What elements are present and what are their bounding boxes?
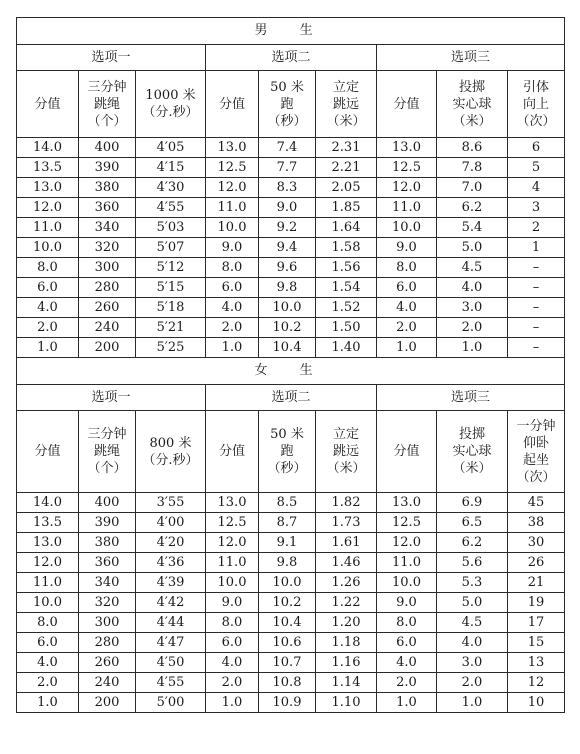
table-cell: 7.7 xyxy=(259,158,316,178)
table-cell: 2.0 xyxy=(17,673,79,693)
score-table xyxy=(16,17,565,713)
table-cell: 13.0 xyxy=(206,138,259,158)
table-cell: 7.0 xyxy=(437,178,508,198)
male-header-cell: 立定 跳远 （米） xyxy=(316,71,377,138)
table-cell: 5′00 xyxy=(136,693,206,713)
table-cell: 6.2 xyxy=(437,198,508,218)
table-cell: 5′12 xyxy=(136,258,206,278)
table-cell: 360 xyxy=(79,198,136,218)
table-cell: 4′30 xyxy=(136,178,206,198)
table-cell: 13.0 xyxy=(206,493,259,513)
table-cell: 13.0 xyxy=(17,533,79,553)
table-cell: 4.0 xyxy=(437,278,508,298)
male-group-row xyxy=(17,45,565,71)
table-cell: 8.0 xyxy=(17,258,79,278)
male-title-row xyxy=(17,18,565,45)
table-cell: – xyxy=(508,258,565,278)
table-cell: 1.14 xyxy=(316,673,377,693)
table-cell: 10.7 xyxy=(259,653,316,673)
table-cell: 200 xyxy=(79,338,136,358)
table-cell: – xyxy=(508,338,565,358)
table-cell: 2.0 xyxy=(437,673,508,693)
table-cell: 1.16 xyxy=(316,653,377,673)
table-cell: 9.0 xyxy=(377,238,437,258)
table-cell: 7.8 xyxy=(437,158,508,178)
table-cell: 8.0 xyxy=(206,613,259,633)
table-cell: 9.8 xyxy=(259,278,316,298)
table-cell: 10.4 xyxy=(259,613,316,633)
table-row xyxy=(17,653,565,673)
table-cell: 17 xyxy=(508,613,565,633)
table-cell: 6.0 xyxy=(377,633,437,653)
table-cell: 9.4 xyxy=(259,238,316,258)
table-cell: 11.0 xyxy=(17,218,79,238)
table-cell: 9.0 xyxy=(206,238,259,258)
female-title-row xyxy=(17,358,565,385)
table-cell: 320 xyxy=(79,238,136,258)
female-header-cell: 分值 xyxy=(206,411,259,493)
table-cell: 390 xyxy=(79,513,136,533)
table-cell: 21 xyxy=(508,573,565,593)
male-title: 男 生 xyxy=(17,18,565,45)
female-header-row xyxy=(17,411,565,493)
table-cell: 1.85 xyxy=(316,198,377,218)
table-cell: 11.0 xyxy=(17,573,79,593)
table-cell: 4.0 xyxy=(437,633,508,653)
female-header-cell: 分值 xyxy=(377,411,437,493)
table-cell: 1.20 xyxy=(316,613,377,633)
table-cell: 1.0 xyxy=(17,338,79,358)
table-cell: 10.2 xyxy=(259,318,316,338)
table-row xyxy=(17,493,565,513)
table-cell: 9.6 xyxy=(259,258,316,278)
table-cell: 13.0 xyxy=(377,138,437,158)
table-row xyxy=(17,513,565,533)
table-cell: 320 xyxy=(79,593,136,613)
table-cell: 4.5 xyxy=(437,613,508,633)
table-cell: 45 xyxy=(508,493,565,513)
table-cell: 12.0 xyxy=(206,533,259,553)
table-cell: 12.0 xyxy=(377,533,437,553)
table-cell: 1.0 xyxy=(377,693,437,713)
table-cell: 10.0 xyxy=(17,238,79,258)
table-cell: 2.0 xyxy=(206,318,259,338)
table-row xyxy=(17,138,565,158)
female-title: 女 生 xyxy=(17,358,565,385)
table-cell: 4.0 xyxy=(206,298,259,318)
table-cell: 10.0 xyxy=(17,593,79,613)
table-cell: 4′15 xyxy=(136,158,206,178)
table-cell: 2.0 xyxy=(17,318,79,338)
table-row xyxy=(17,198,565,218)
male-group-option1: 选项一 xyxy=(17,45,206,71)
table-cell: 2.0 xyxy=(377,318,437,338)
table-row xyxy=(17,218,565,238)
male-section xyxy=(17,18,565,358)
table-cell: 12.5 xyxy=(377,158,437,178)
table-cell: 6.0 xyxy=(17,278,79,298)
table-cell: 10.9 xyxy=(259,693,316,713)
table-cell: 13.0 xyxy=(377,493,437,513)
table-cell: 240 xyxy=(79,318,136,338)
table-cell: 2.31 xyxy=(316,138,377,158)
table-cell: 13.5 xyxy=(17,158,79,178)
table-cell: 9.0 xyxy=(206,593,259,613)
table-cell: 260 xyxy=(79,653,136,673)
table-cell: 4.0 xyxy=(17,653,79,673)
table-cell: 10.0 xyxy=(377,573,437,593)
table-cell: 8.3 xyxy=(259,178,316,198)
table-cell: 9.0 xyxy=(259,198,316,218)
table-row xyxy=(17,633,565,653)
table-cell: 1.40 xyxy=(316,338,377,358)
table-cell: 300 xyxy=(79,613,136,633)
table-row xyxy=(17,318,565,338)
table-cell: 13.5 xyxy=(17,513,79,533)
table-cell: 10.6 xyxy=(259,633,316,653)
table-cell: 1.64 xyxy=(316,218,377,238)
table-cell: 30 xyxy=(508,533,565,553)
table-cell: 4′55 xyxy=(136,198,206,218)
table-cell: 1.82 xyxy=(316,493,377,513)
table-cell: 6 xyxy=(508,138,565,158)
table-cell: 9.1 xyxy=(259,533,316,553)
table-cell: 38 xyxy=(508,513,565,533)
table-cell: – xyxy=(508,318,565,338)
table-row xyxy=(17,693,565,713)
table-cell: 2.0 xyxy=(437,318,508,338)
table-cell: 10.0 xyxy=(259,298,316,318)
male-header-cell: 50 米 跑 （秒） xyxy=(259,71,316,138)
table-cell: 4′05 xyxy=(136,138,206,158)
table-cell: 2 xyxy=(508,218,565,238)
table-cell: 1.26 xyxy=(316,573,377,593)
table-cell: 7.4 xyxy=(259,138,316,158)
table-cell: 1.22 xyxy=(316,593,377,613)
table-cell: 6.0 xyxy=(17,633,79,653)
table-cell: 9.8 xyxy=(259,553,316,573)
table-cell: 1.56 xyxy=(316,258,377,278)
table-cell: 12.0 xyxy=(206,178,259,198)
table-row xyxy=(17,238,565,258)
male-header-cell: 三分钟 跳绳 （个） xyxy=(79,71,136,138)
table-cell: 11.0 xyxy=(206,198,259,218)
table-cell: 400 xyxy=(79,493,136,513)
table-cell: 12.0 xyxy=(17,553,79,573)
male-group-option3: 选项三 xyxy=(377,45,565,71)
table-cell: 5′25 xyxy=(136,338,206,358)
table-cell: 8.5 xyxy=(259,493,316,513)
table-cell: 1.0 xyxy=(206,693,259,713)
table-cell: 14.0 xyxy=(17,138,79,158)
table-cell: 380 xyxy=(79,533,136,553)
table-cell: 4.0 xyxy=(377,653,437,673)
male-header-cell: 分值 xyxy=(206,71,259,138)
table-row xyxy=(17,258,565,278)
table-cell: 5.3 xyxy=(437,573,508,593)
table-cell: 13.0 xyxy=(17,178,79,198)
table-cell: 340 xyxy=(79,573,136,593)
table-cell: 10.0 xyxy=(259,573,316,593)
table-cell: 4′50 xyxy=(136,653,206,673)
female-header-cell: 一分钟 仰卧 起坐 （次） xyxy=(508,411,565,493)
table-cell: 1.61 xyxy=(316,533,377,553)
table-cell: 10 xyxy=(508,693,565,713)
female-header-cell: 800 米 （分.秒） xyxy=(136,411,206,493)
table-cell: 1.0 xyxy=(206,338,259,358)
table-cell: 5 xyxy=(508,158,565,178)
table-cell: 2.21 xyxy=(316,158,377,178)
table-cell: 4′20 xyxy=(136,533,206,553)
table-cell: 3.0 xyxy=(437,298,508,318)
table-cell: 4′55 xyxy=(136,673,206,693)
table-cell: 2.0 xyxy=(206,673,259,693)
table-cell: 12.5 xyxy=(377,513,437,533)
table-cell: 1.50 xyxy=(316,318,377,338)
table-cell: 380 xyxy=(79,178,136,198)
female-group-option3: 选项三 xyxy=(377,385,565,411)
table-row xyxy=(17,673,565,693)
table-row xyxy=(17,278,565,298)
table-cell: 11.0 xyxy=(206,553,259,573)
table-cell: 8.7 xyxy=(259,513,316,533)
table-cell: – xyxy=(508,278,565,298)
table-cell: 360 xyxy=(79,553,136,573)
score-table-container xyxy=(16,17,565,713)
table-cell: 4 xyxy=(508,178,565,198)
table-cell: 10.8 xyxy=(259,673,316,693)
table-cell: 4′42 xyxy=(136,593,206,613)
table-cell: 280 xyxy=(79,633,136,653)
table-cell: 6.0 xyxy=(377,278,437,298)
table-cell: 1.58 xyxy=(316,238,377,258)
table-cell: – xyxy=(508,298,565,318)
female-group-option1: 选项一 xyxy=(17,385,206,411)
table-cell: 1 xyxy=(508,238,565,258)
table-cell: 1.73 xyxy=(316,513,377,533)
table-cell: 5.0 xyxy=(437,593,508,613)
table-cell: 5′15 xyxy=(136,278,206,298)
table-cell: 1.54 xyxy=(316,278,377,298)
female-header-cell: 立定 跳远 （米） xyxy=(316,411,377,493)
table-row xyxy=(17,178,565,198)
table-cell: 4.0 xyxy=(377,298,437,318)
table-cell: 9.0 xyxy=(377,593,437,613)
female-header-cell: 三分钟 跳绳 （个） xyxy=(79,411,136,493)
table-row xyxy=(17,338,565,358)
table-cell: 4.0 xyxy=(17,298,79,318)
table-cell: 1.10 xyxy=(316,693,377,713)
table-cell: 4′44 xyxy=(136,613,206,633)
table-cell: 12.0 xyxy=(17,198,79,218)
table-cell: 390 xyxy=(79,158,136,178)
table-cell: 4′36 xyxy=(136,553,206,573)
table-cell: 3 xyxy=(508,198,565,218)
table-cell: 6.9 xyxy=(437,493,508,513)
table-cell: 340 xyxy=(79,218,136,238)
table-cell: 12 xyxy=(508,673,565,693)
table-cell: 4′47 xyxy=(136,633,206,653)
table-cell: 11.0 xyxy=(377,553,437,573)
table-row xyxy=(17,593,565,613)
table-cell: 13 xyxy=(508,653,565,673)
table-cell: 5.6 xyxy=(437,553,508,573)
table-cell: 4′39 xyxy=(136,573,206,593)
male-header-row xyxy=(17,71,565,138)
female-group-option2: 选项二 xyxy=(206,385,377,411)
table-cell: 6.5 xyxy=(437,513,508,533)
table-cell: 4.0 xyxy=(206,653,259,673)
table-cell: 12.5 xyxy=(206,513,259,533)
female-header-cell: 分值 xyxy=(17,411,79,493)
table-cell: 200 xyxy=(79,693,136,713)
table-cell: 10.0 xyxy=(377,218,437,238)
table-cell: 5.4 xyxy=(437,218,508,238)
table-cell: 5′07 xyxy=(136,238,206,258)
table-row xyxy=(17,573,565,593)
table-cell: 5′18 xyxy=(136,298,206,318)
table-cell: 5.0 xyxy=(437,238,508,258)
table-cell: 6.2 xyxy=(437,533,508,553)
table-cell: 2.05 xyxy=(316,178,377,198)
table-cell: 240 xyxy=(79,673,136,693)
table-cell: 1.0 xyxy=(17,693,79,713)
table-cell: 9.2 xyxy=(259,218,316,238)
table-row xyxy=(17,298,565,318)
male-header-cell: 分值 xyxy=(17,71,79,138)
table-cell: 2.0 xyxy=(377,673,437,693)
table-row xyxy=(17,613,565,633)
table-cell: 4′00 xyxy=(136,513,206,533)
table-cell: 15 xyxy=(508,633,565,653)
table-cell: 10.4 xyxy=(259,338,316,358)
table-cell: 8.6 xyxy=(437,138,508,158)
table-cell: 1.0 xyxy=(437,338,508,358)
table-cell: 8.0 xyxy=(17,613,79,633)
table-cell: 8.0 xyxy=(377,613,437,633)
male-header-cell: 分值 xyxy=(377,71,437,138)
table-cell: 14.0 xyxy=(17,493,79,513)
table-cell: 1.0 xyxy=(437,693,508,713)
table-cell: 400 xyxy=(79,138,136,158)
table-cell: 10.0 xyxy=(206,218,259,238)
table-cell: 6.0 xyxy=(206,633,259,653)
table-cell: 1.18 xyxy=(316,633,377,653)
table-cell: 3′55 xyxy=(136,493,206,513)
table-cell: 8.0 xyxy=(377,258,437,278)
table-cell: 5′03 xyxy=(136,218,206,238)
table-cell: 6.0 xyxy=(206,278,259,298)
table-row xyxy=(17,158,565,178)
table-cell: 10.0 xyxy=(206,573,259,593)
table-cell: 1.46 xyxy=(316,553,377,573)
female-section xyxy=(17,358,565,713)
table-cell: 26 xyxy=(508,553,565,573)
table-cell: 11.0 xyxy=(377,198,437,218)
table-cell: 12.5 xyxy=(206,158,259,178)
table-cell: 1.52 xyxy=(316,298,377,318)
male-header-cell: 引体 向上 （次） xyxy=(508,71,565,138)
table-row xyxy=(17,553,565,573)
table-cell: 10.2 xyxy=(259,593,316,613)
female-header-cell: 50 米 跑 （秒） xyxy=(259,411,316,493)
male-header-cell: 1000 米 （分.秒） xyxy=(136,71,206,138)
table-cell: 260 xyxy=(79,298,136,318)
female-header-cell: 投掷 实心球 （米） xyxy=(437,411,508,493)
table-cell: 300 xyxy=(79,258,136,278)
table-cell: 19 xyxy=(508,593,565,613)
male-group-option2: 选项二 xyxy=(206,45,377,71)
male-header-cell: 投掷 实心球 （米） xyxy=(437,71,508,138)
table-cell: 3.0 xyxy=(437,653,508,673)
table-cell: 8.0 xyxy=(206,258,259,278)
female-group-row xyxy=(17,385,565,411)
table-cell: 5′21 xyxy=(136,318,206,338)
table-cell: 280 xyxy=(79,278,136,298)
table-cell: 4.5 xyxy=(437,258,508,278)
table-row xyxy=(17,533,565,553)
table-cell: 1.0 xyxy=(377,338,437,358)
table-cell: 12.0 xyxy=(377,178,437,198)
